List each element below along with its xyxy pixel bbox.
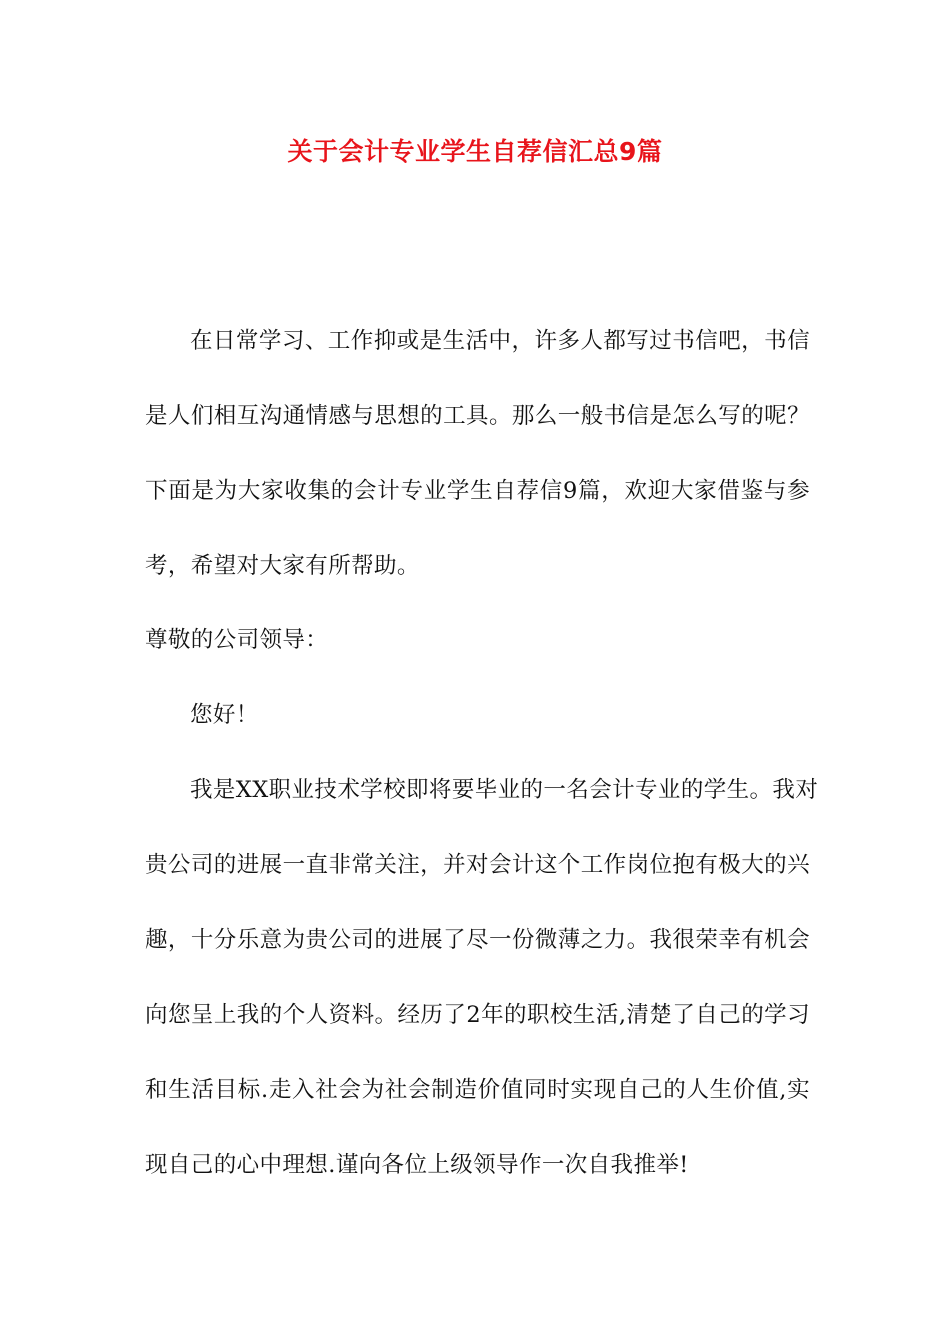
body-line-1: 我是XX职业技术学校即将要毕业的一名会计专业的学生。我对 [190,777,819,803]
intro-line-2: 是人们相互沟通情感与思想的工具。那么一般书信是怎么写的呢？ [145,403,810,429]
document-title: 关于会计专业学生自荐信汇总9篇 [287,137,663,166]
body-line-3: 趣，十分乐意为贵公司的进展了尽一份微薄之力。我很荣幸有机会 [145,927,810,953]
intro-line-3: 下面是为大家收集的会计专业学生自荐信9篇，欢迎大家借鉴与参 [145,478,810,504]
body-line-4: 向您呈上我的个人资料。经历了2年的职校生活,清楚了自己的学习 [145,1002,810,1028]
greeting: 您好！ [190,702,259,728]
body-line-6: 现自己的心中理想.谨向各位上级领导作一次自我推举! [145,1152,689,1178]
intro-line-4: 考，希望对大家有所帮助。 [145,553,420,579]
body-line-5: 和生活目标.走入社会为社会制造价值同时实现自己的人生价值,实 [145,1077,810,1103]
salutation: 尊敬的公司领导： [145,627,329,653]
body-line-2: 贵公司的进展一直非常关注，并对会计这个工作岗位抱有极大的兴 [145,852,810,878]
intro-line-1: 在日常学习、工作抑或是生活中，许多人都写过书信吧，书信 [190,328,810,354]
